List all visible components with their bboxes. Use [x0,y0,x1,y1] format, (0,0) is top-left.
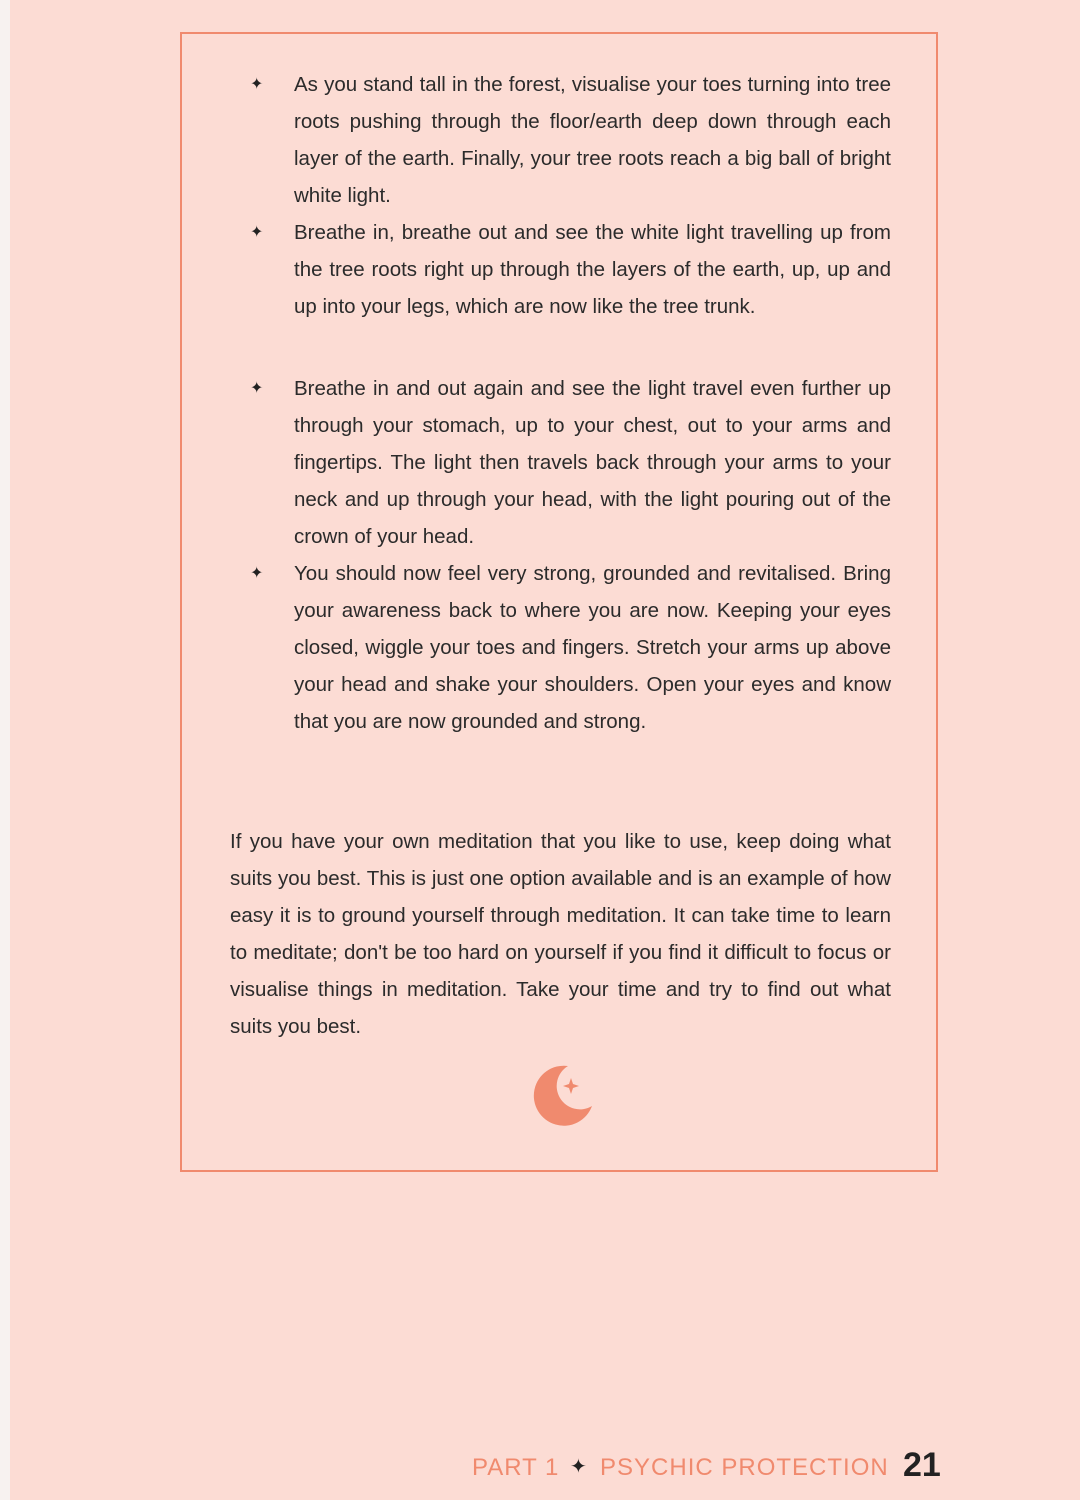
content-frame [180,32,938,1172]
bullet-star-icon: ✦ [250,565,264,582]
page-footer [10,1446,1080,1490]
footer-section-title: PSYCHIC PROTECTION [600,1454,889,1481]
footer-part: PART 1 [472,1454,560,1481]
bullet-text: Breathe in and out again and see the light travel even further up through your stomach, up to your chest, out to your arms and fingertips. The light then travels back through your arms to your neck and up through your head, with the light pouring out of the crown of your head. [294,377,891,548]
bullet-text: Breathe in, breathe out and see the white light travelling up from the tree roots right up through the layers of the earth, up, up and up into your legs, which are now like the tree trunk. [294,221,891,318]
footer-star-icon: ✦ [570,1456,587,1478]
closing-paragraph: If you have your own meditation that you like to use, keep doing what suits you best. This is just one option available and is an example of how easy it is to ground yourself through meditation. It can take time to learn to meditate; don't be too hard on yourself if you find it difficult to focus or visualise things in meditation. Take your time and try to find out what suits you best. [230,830,891,1038]
bullet-text: You should now feel very strong, grounded and revitalised. Bring your awareness back to where you are now. Keeping your eyes closed, wiggle your toes and fingers. Stretch your arms up above your head and shake your shoulders. Open your eyes and know that you are now grounded and strong. [294,562,891,733]
page-number: 21 [903,1446,941,1484]
bullet-text: As you stand tall in the forest, visualise your toes turning into tree roots pushing through the floor/earth deep down through each layer of the earth. Finally, your tree roots reach a big ball of bright white light. [294,73,891,207]
book-page [10,0,1080,1500]
bullet-star-icon: ✦ [250,224,264,241]
moon-star-icon [528,1060,598,1130]
bullet-star-icon: ✦ [250,76,264,93]
bullet-star-icon: ✦ [250,380,264,397]
